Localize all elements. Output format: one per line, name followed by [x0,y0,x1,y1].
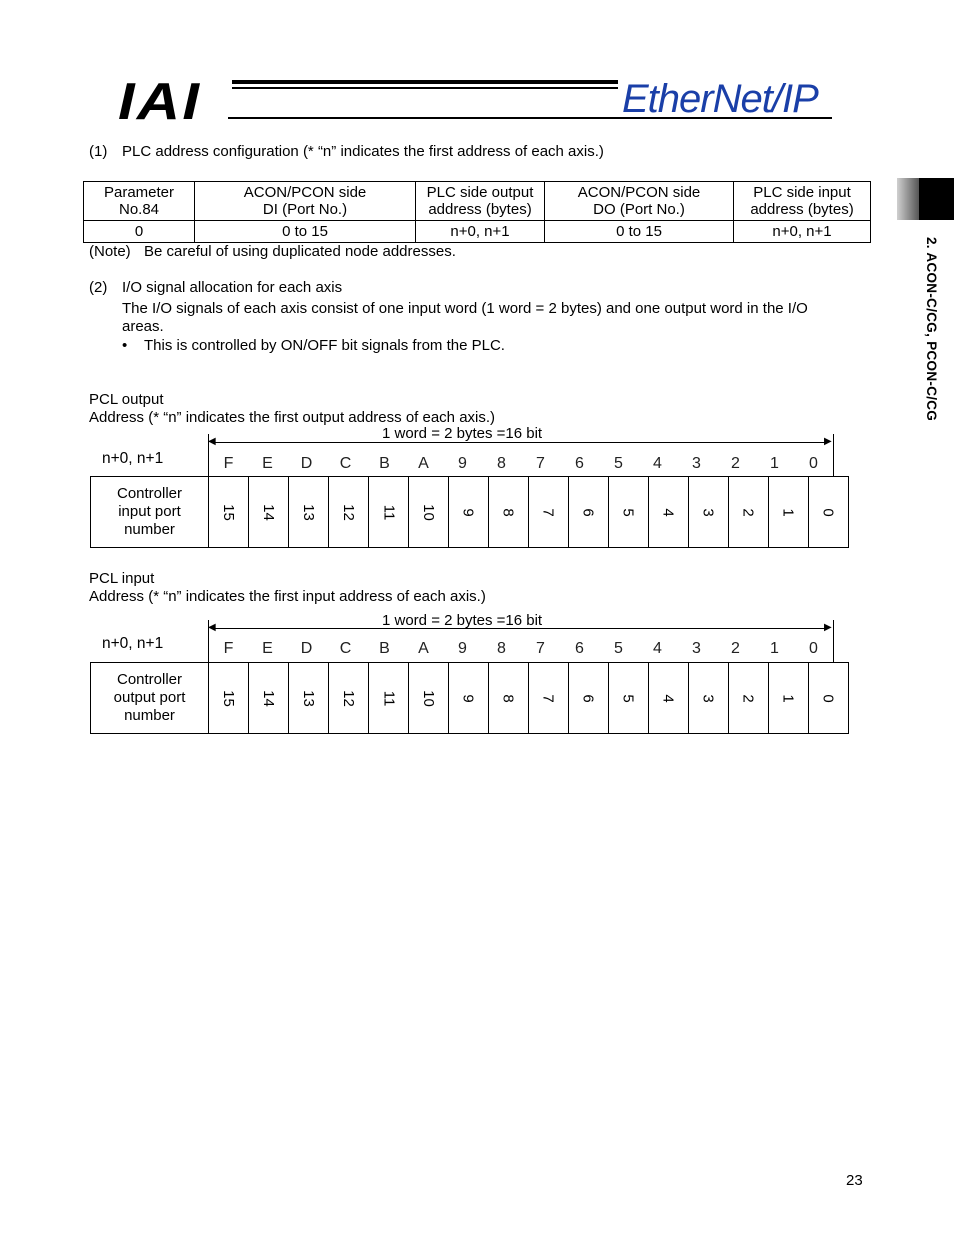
input-port-cell [369,663,409,734]
arrow-right-icon: ▶ [824,622,832,633]
input-bit-label: 5 [614,640,623,657]
output-bit-label: C [339,455,352,472]
input-bit-label: 1 [770,640,779,657]
ethernet-ip-logo: EtherNet/IP [622,77,818,121]
output-port-cell [489,477,529,548]
output-bit-label: 9 [458,455,467,472]
input-port-number: 5 [620,693,637,703]
page-number: 23 [846,1172,863,1189]
output-bit-label: 8 [497,455,506,472]
input-bit-label: 3 [692,640,701,657]
input-port-number: 1 [780,693,797,703]
note-text: Be careful of using duplicated node addresses. [144,243,456,260]
output-port-cell [409,477,449,548]
bullet-icon: • [122,337,128,354]
param-cell: n+0, n+1 [734,221,871,243]
input-port-grid [90,662,849,734]
output-port-cell [809,477,849,548]
input-bit-label: E [262,640,273,657]
output-row-header: Controller input port number [91,477,209,548]
output-port-number: 10 [420,503,437,521]
input-address-text: Address (* “n” indicates the first input address of each axis.) [89,588,486,605]
output-port-cell [449,477,489,548]
input-bit-label: F [223,640,234,657]
input-bit-label: C [339,640,352,657]
output-port-cell [209,477,249,548]
input-port-cell [409,663,449,734]
output-bit-label: 1 [770,455,779,472]
output-port-cell [729,477,769,548]
param-header-cell: PLC side input address (bytes) [734,182,871,221]
output-bit-label: D [300,455,313,472]
input-arrow-line [214,628,827,629]
section1-title: PLC address configuration (* “n” indicates the first address of each axis.) [122,143,604,160]
output-word-label: 1 word = 2 bytes =16 bit [382,425,543,442]
param-table-header-row [84,182,871,221]
output-port-number: 4 [660,507,677,517]
input-bit-label: 6 [575,640,584,657]
arrow-right-icon: ▶ [824,436,832,447]
output-bit-label: 0 [809,455,818,472]
output-bit-label: 4 [653,455,662,472]
output-bit-labels [209,455,833,473]
input-port-number: 7 [540,693,557,703]
input-port-cell [609,663,649,734]
output-port-number: 9 [460,507,477,517]
input-row-header: Controller output port number [91,663,209,734]
output-port-number: 15 [220,503,237,521]
output-port-cell [329,477,369,548]
input-port-number: 10 [420,689,437,707]
input-bit-label: 7 [536,640,545,657]
input-port-number: 15 [220,689,237,707]
input-title: PCL input [89,570,155,587]
output-port-number: 13 [300,503,317,521]
iai-logo: IAI [118,73,202,131]
output-bit-label: 5 [614,455,623,472]
input-port-cell [329,663,369,734]
param-cell: 0 to 15 [545,221,734,243]
input-arrow-tick-right [833,620,834,662]
output-port-number: 1 [780,507,797,517]
output-port-number: 3 [700,507,717,517]
output-bit-label: 7 [536,455,545,472]
input-port-cell [289,663,329,734]
input-port-cell [529,663,569,734]
input-port-cell [769,663,809,734]
input-bit-label: 2 [731,640,740,657]
output-port-grid [90,476,849,548]
output-port-cell [529,477,569,548]
param-header-cell: Parameter No.84 [84,182,195,221]
section2-body-line2: areas. [122,318,164,335]
input-port-number: 6 [580,693,597,703]
param-header-cell: PLC side output address (bytes) [416,182,545,221]
input-port-cell [449,663,489,734]
output-port-number: 14 [260,503,277,521]
input-bit-label: B [379,640,390,657]
input-port-cell [809,663,849,734]
input-port-cell [569,663,609,734]
output-bit-label: A [418,455,429,472]
output-bit-label: F [223,455,234,472]
input-port-number: 11 [379,690,397,706]
output-bit-label: 3 [692,455,701,472]
output-port-cell [249,477,289,548]
output-address-label: n+0, n+1 [102,450,164,467]
input-bit-labels [209,640,833,658]
input-port-number: 0 [820,693,837,703]
input-port-number: 3 [700,693,717,703]
output-port-cell [289,477,329,548]
arrow-left-icon: ◀ [208,436,216,447]
input-bit-label: 8 [497,640,506,657]
input-bit-label: 0 [809,640,818,657]
section2-number: (2) [89,279,108,296]
input-port-cell [729,663,769,734]
input-port-number: 8 [500,693,517,703]
output-port-number: 5 [620,507,637,517]
input-port-number: 14 [260,689,277,707]
input-port-number: 4 [660,693,677,703]
section2-title: I/O signal allocation for each axis [122,279,343,296]
output-address-text: Address (* “n” indicates the first output address of each axis.) [89,409,496,426]
output-port-number: 2 [740,507,757,517]
param-header-cell: ACON/PCON side DO (Port No.) [545,182,734,221]
param-table-row [84,221,871,243]
output-bit-label: E [262,455,273,472]
output-port-cell [569,477,609,548]
input-bit-label: 4 [653,640,662,657]
side-tab-block [919,178,954,220]
input-port-number: 12 [340,689,357,707]
param-header-cell: ACON/PCON side DI (Port No.) [195,182,416,221]
param-table [83,181,871,243]
input-port-cell [209,663,249,734]
section2-bullet: This is controlled by ON/OFF bit signals from the PLC. [144,337,505,354]
input-address-label: n+0, n+1 [102,635,164,652]
output-port-row [91,477,849,548]
arrow-left-icon: ◀ [208,622,216,633]
output-arrow-line [214,442,827,443]
param-cell: 0 [84,221,195,243]
param-cell: n+0, n+1 [416,221,545,243]
input-word-label: 1 word = 2 bytes =16 bit [382,612,543,629]
output-port-number: 8 [500,507,517,517]
section2-body-line1: The I/O signals of each axis consist of one input word (1 word = 2 bytes) and one output word in the I/O [122,300,808,317]
input-port-number: 13 [300,689,317,707]
input-port-number: 2 [740,693,757,703]
input-port-row [91,663,849,734]
note-label: (Note) [89,243,131,260]
output-port-number: 7 [540,507,557,517]
header-rule-thin [232,87,618,89]
input-port-cell [249,663,289,734]
output-port-cell [769,477,809,548]
input-port-cell [689,663,729,734]
side-tab-label: 2. ACON-C/CG, PCON-C/CG [924,237,939,422]
side-tab-gradient [897,178,919,220]
output-bit-label: 6 [575,455,584,472]
output-arrow-tick-right [833,434,834,476]
output-port-number: 0 [820,507,837,517]
input-bit-label: D [300,640,313,657]
input-port-number: 9 [460,693,477,703]
output-port-number: 11 [379,504,397,520]
output-port-number: 12 [340,503,357,521]
input-bit-label: 9 [458,640,467,657]
output-port-number: 6 [580,507,597,517]
input-port-cell [649,663,689,734]
output-bit-label: 2 [731,455,740,472]
param-cell: 0 to 15 [195,221,416,243]
output-title: PCL output [89,391,164,408]
output-port-cell [369,477,409,548]
section1-number: (1) [89,143,108,160]
header-rule-top [232,80,618,84]
input-bit-label: A [418,640,429,657]
output-port-cell [649,477,689,548]
input-port-cell [489,663,529,734]
output-port-cell [689,477,729,548]
output-port-cell [609,477,649,548]
output-bit-label: B [379,455,390,472]
